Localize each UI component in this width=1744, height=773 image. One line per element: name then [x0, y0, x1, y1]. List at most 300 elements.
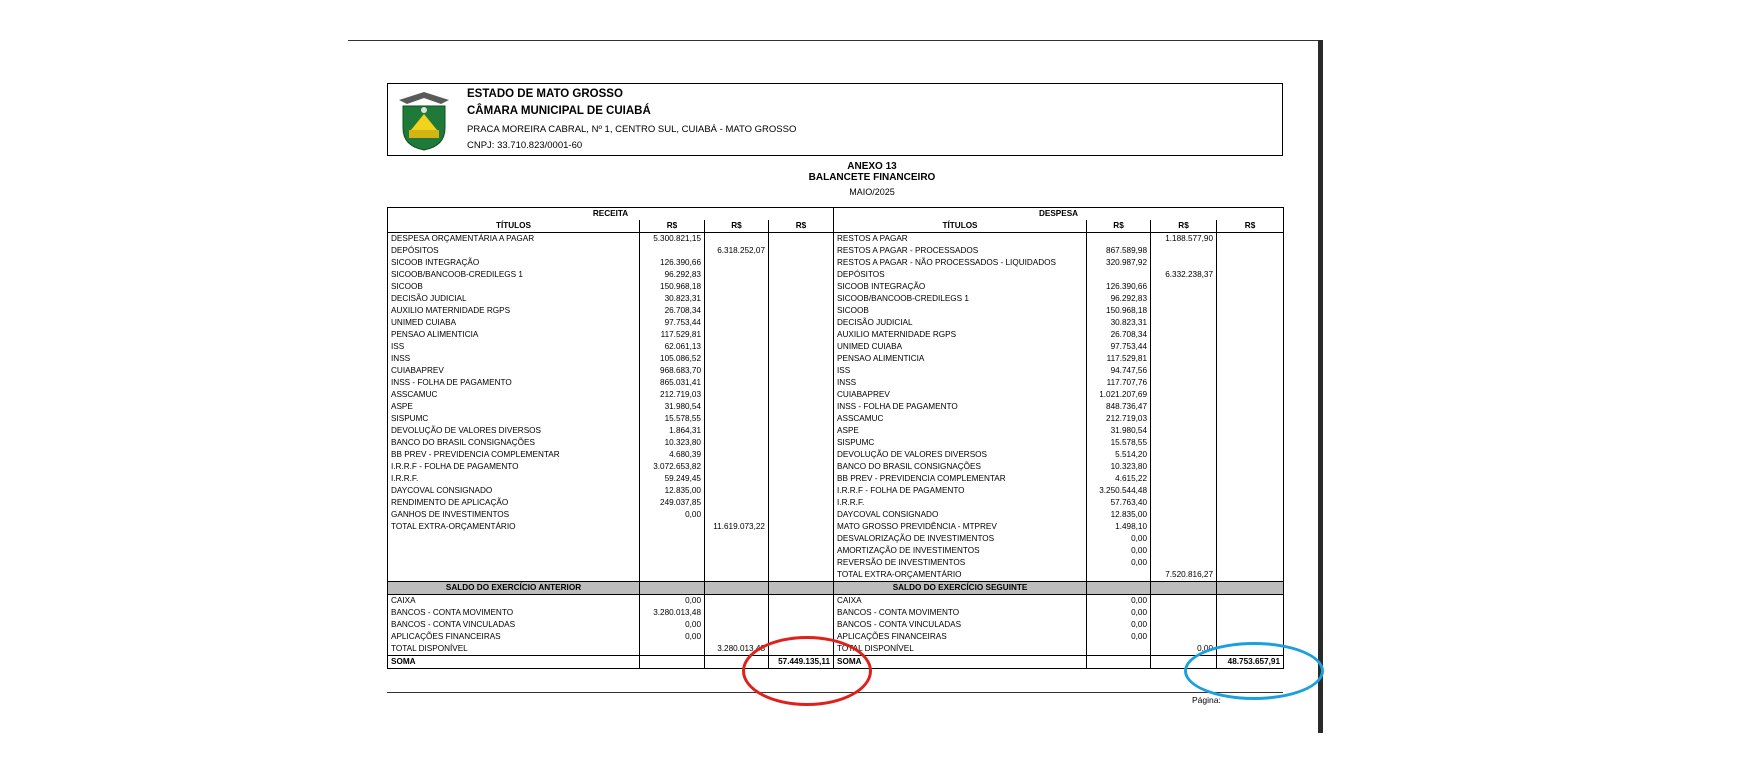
cell-title: ISS: [388, 341, 640, 353]
cell-title: BB PREV - PREVIDENCIA COMPLEMENTAR: [388, 449, 640, 461]
cell-title: TOTAL DISPONÍVEL: [834, 643, 1087, 656]
soma-label: SOMA: [834, 656, 1087, 669]
section-header-row: [388, 208, 1284, 221]
cell-title: MATO GROSSO PREVIDÊNCIA - MTPREV: [834, 521, 1087, 533]
state-name: ESTADO DE MATO GROSSO: [467, 88, 623, 100]
cell-value: [1151, 595, 1217, 608]
cell-value: 848.736,47: [1087, 401, 1151, 413]
cell-value: [1151, 533, 1217, 545]
financial-table: [387, 207, 1284, 669]
cell-title: [388, 533, 640, 545]
cell-value: [705, 607, 769, 619]
cell-value: 1.498,10: [1087, 521, 1151, 533]
cell-value: [1087, 569, 1151, 582]
table-row: [388, 389, 1284, 401]
soma-label: SOMA: [388, 656, 640, 669]
cell-value: [769, 257, 834, 269]
cell-title: TOTAL EXTRA-ORÇAMENTÁRIO: [388, 521, 640, 533]
cell-title: DAYCOVAL CONSIGNADO: [388, 485, 640, 497]
cell-value: 1.188.577,90: [1151, 233, 1217, 246]
table-row: [388, 557, 1284, 569]
cell-title: I.R.R.F - FOLHA DE PAGAMENTO: [388, 461, 640, 473]
cell-value: [1151, 377, 1217, 389]
cell-value: [1217, 595, 1284, 608]
cell-value: 212.719,03: [640, 389, 705, 401]
table-row: [388, 353, 1284, 365]
cell-value: [769, 233, 834, 246]
cell-title: INSS - FOLHA DE PAGAMENTO: [834, 401, 1087, 413]
cell-value: [1151, 521, 1217, 533]
cell-title: SICOOB INTEGRAÇÃO: [388, 257, 640, 269]
cell-value: [705, 437, 769, 449]
cell-title: BANCO DO BRASIL CONSIGNAÇÕES: [388, 437, 640, 449]
cell-value: [1151, 485, 1217, 497]
table-row: [388, 365, 1284, 377]
cell-value: [705, 281, 769, 293]
cell-title: ASPE: [834, 425, 1087, 437]
cell-value: [1151, 473, 1217, 485]
page-label: Página:: [1192, 695, 1221, 705]
cell-value: [705, 449, 769, 461]
cell-value: [1151, 317, 1217, 329]
cell-value: [705, 485, 769, 497]
cell-value: 6.332.238,37: [1151, 269, 1217, 281]
cell-title: SICOOB: [388, 281, 640, 293]
cell-title: SICOOB/BANCOOB-CREDILEGS 1: [388, 269, 640, 281]
page-top-border: [348, 40, 1323, 41]
cell-value: [640, 569, 705, 582]
cell-value: [769, 365, 834, 377]
cell-value: [705, 305, 769, 317]
cell-value: [769, 521, 834, 533]
cell-title: DEVOLUÇÃO DE VALORES DIVERSOS: [388, 425, 640, 437]
cell-value: [1217, 533, 1284, 545]
cell-value: 0,00: [1087, 619, 1151, 631]
cell-title: I.R.R.F - FOLHA DE PAGAMENTO: [834, 485, 1087, 497]
saldo-row: [388, 607, 1284, 619]
cell-value: [1217, 557, 1284, 569]
cell-value: 105.086,52: [640, 353, 705, 365]
cell-value: 12.835,00: [640, 485, 705, 497]
cell-value: [1217, 305, 1284, 317]
cell-value: 249.037,85: [640, 497, 705, 509]
cell-value: [769, 461, 834, 473]
cell-title: RESTOS A PAGAR - NÃO PROCESSADOS - LIQUIDADOS: [834, 257, 1087, 269]
col-header-rs: R$: [769, 220, 834, 233]
cell-title: RESTOS A PAGAR - PROCESSADOS: [834, 245, 1087, 257]
cell-value: [1217, 607, 1284, 619]
table-row: [388, 497, 1284, 509]
cell-value: 0,00: [640, 631, 705, 643]
cell-value: [1151, 353, 1217, 365]
cell-value: 15.578,55: [640, 413, 705, 425]
cell-value: 0,00: [1087, 545, 1151, 557]
cell-value: [705, 557, 769, 569]
cell-title: UNIMED CUIABA: [388, 317, 640, 329]
cell-value: 0,00: [1087, 557, 1151, 569]
cell-value: [769, 329, 834, 341]
col-header-rs: R$: [640, 220, 705, 233]
cell-value: [1217, 473, 1284, 485]
cell-value: [1151, 497, 1217, 509]
cell-value: [1217, 281, 1284, 293]
cell-value: [640, 521, 705, 533]
cell-value: [769, 545, 834, 557]
cell-value: 0,00: [1087, 631, 1151, 643]
cell-value: 126.390,66: [1087, 281, 1151, 293]
cell-value: [1151, 545, 1217, 557]
cell-value: [705, 329, 769, 341]
cell-title: BB PREV - PREVIDENCIA COMPLEMENTAR: [834, 473, 1087, 485]
red-highlight-circle: [742, 636, 872, 706]
cell-title: ASPE: [388, 401, 640, 413]
cell-value: [1151, 293, 1217, 305]
cell-title: AMORTIZAÇÃO DE INVESTIMENTOS: [834, 545, 1087, 557]
cell-value: [1151, 509, 1217, 521]
report-period: MAIO/2025: [849, 187, 895, 197]
cell-value: [1217, 485, 1284, 497]
cell-value: [1217, 377, 1284, 389]
cell-value: [1217, 545, 1284, 557]
cell-value: [1217, 293, 1284, 305]
cell-value: 0,00: [1087, 595, 1151, 608]
cell-value: 11.619.073,22: [705, 521, 769, 533]
cell-value: [1151, 557, 1217, 569]
cell-title: TOTAL DISPONÍVEL: [388, 643, 640, 656]
cell-title: INSS - FOLHA DE PAGAMENTO: [388, 377, 640, 389]
cell-value: [1217, 245, 1284, 257]
cell-value: 0,00: [1087, 533, 1151, 545]
cell-title: DEPÓSITOS: [388, 245, 640, 257]
cell-value: 59.249,45: [640, 473, 705, 485]
saldo-section-row: [388, 582, 1284, 595]
table-row: [388, 245, 1284, 257]
cell-value: 31.980,54: [640, 401, 705, 413]
cell-value: [1151, 413, 1217, 425]
table-row: [388, 449, 1284, 461]
cell-title: [388, 569, 640, 582]
cell-value: [1151, 607, 1217, 619]
table-row: [388, 545, 1284, 557]
table-row: [388, 269, 1284, 281]
col-header-rs: R$: [1151, 220, 1217, 233]
cell-value: [705, 365, 769, 377]
cell-value: 865.031,41: [640, 377, 705, 389]
cell-value: 150.968,18: [1087, 305, 1151, 317]
cell-value: [769, 509, 834, 521]
cell-value: 0,00: [1087, 607, 1151, 619]
cell-value: [1151, 631, 1217, 643]
cell-value: 320.987,92: [1087, 257, 1151, 269]
cell-value: [705, 317, 769, 329]
col-header-rs: R$: [1087, 220, 1151, 233]
cell-value: [705, 569, 769, 582]
cell-value: [769, 473, 834, 485]
cell-title: APLICAÇÕES FINANCEIRAS: [388, 631, 640, 643]
cell-value: [1217, 509, 1284, 521]
cell-value: [1151, 257, 1217, 269]
cell-value: 96.292,83: [640, 269, 705, 281]
cell-value: 12.835,00: [1087, 509, 1151, 521]
despesa-header: DESPESA: [834, 208, 1284, 221]
cell-title: SISPUMC: [388, 413, 640, 425]
cell-value: [769, 437, 834, 449]
cell-title: RENDIMENTO DE APLICAÇÃO: [388, 497, 640, 509]
cell-value: [705, 233, 769, 246]
cell-value: [1217, 269, 1284, 281]
cell-title: DECISÃO JUDICIAL: [834, 317, 1087, 329]
cell-title: GANHOS DE INVESTIMENTOS: [388, 509, 640, 521]
cell-value: [769, 497, 834, 509]
cell-value: 0,00: [640, 509, 705, 521]
annex-title: ANEXO 13: [847, 161, 897, 172]
cell-value: 1.021.207,69: [1087, 389, 1151, 401]
cell-value: 0,00: [640, 595, 705, 608]
soma-total: 57.449.135,11: [769, 656, 834, 669]
cell-value: [1087, 643, 1151, 656]
cell-value: [769, 317, 834, 329]
table-row: [388, 413, 1284, 425]
page-right-border: [1318, 40, 1323, 733]
cell-value: [705, 257, 769, 269]
cell-value: [705, 353, 769, 365]
cell-value: [1151, 281, 1217, 293]
cell-title: TOTAL EXTRA-ORÇAMENTÁRIO: [834, 569, 1087, 582]
cell-title: DEPÓSITOS: [834, 269, 1087, 281]
cell-title: SICOOB: [834, 305, 1087, 317]
cell-value: [705, 425, 769, 437]
cell-title: CUIABAPREV: [388, 365, 640, 377]
cell-value: [769, 619, 834, 631]
cell-title: DESVALORIZAÇÃO DE INVESTIMENTOS: [834, 533, 1087, 545]
table-row: [388, 341, 1284, 353]
cell-value: 3.250.544,48: [1087, 485, 1151, 497]
cell-value: [640, 557, 705, 569]
cell-title: ISS: [834, 365, 1087, 377]
cell-value: 10.323,80: [1087, 461, 1151, 473]
table-row: [388, 293, 1284, 305]
cell-value: [769, 595, 834, 608]
cell-title: BANCOS - CONTA VINCULADAS: [834, 619, 1087, 631]
cell-value: [705, 461, 769, 473]
table-row: [388, 509, 1284, 521]
cell-value: [1217, 353, 1284, 365]
cell-value: [1087, 656, 1151, 669]
saldo-seguinte-header: SALDO DO EXERCÍCIO SEGUINTE: [834, 582, 1087, 595]
cell-value: [769, 607, 834, 619]
cell-value: [705, 631, 769, 643]
cell-value: [769, 341, 834, 353]
cell-title: RESTOS A PAGAR: [834, 233, 1087, 246]
cell-value: [1217, 449, 1284, 461]
cell-value: [640, 533, 705, 545]
cell-value: [1151, 619, 1217, 631]
cell-title: BANCOS - CONTA MOVIMENTO: [388, 607, 640, 619]
cell-value: 126.390,66: [640, 257, 705, 269]
cell-value: [1217, 341, 1284, 353]
cell-title: CAIXA: [388, 595, 640, 608]
cell-title: REVERSÃO DE INVESTIMENTOS: [834, 557, 1087, 569]
cell-value: [769, 305, 834, 317]
saldo-row: [388, 619, 1284, 631]
cell-value: [705, 545, 769, 557]
cell-value: 117.707,76: [1087, 377, 1151, 389]
cell-value: 3.280.013,48: [705, 643, 769, 656]
cell-value: [1151, 425, 1217, 437]
table-row: [388, 425, 1284, 437]
cell-value: 6.318.252,07: [705, 245, 769, 257]
cell-value: [640, 656, 705, 669]
cell-value: 4.615,22: [1087, 473, 1151, 485]
cell-value: [1217, 437, 1284, 449]
cell-value: [1217, 619, 1284, 631]
cell-value: [705, 473, 769, 485]
cell-value: 117.529,81: [1087, 353, 1151, 365]
cell-title: DESPESA ORÇAMENTÁRIA A PAGAR: [388, 233, 640, 246]
chamber-name: CÂMARA MUNICIPAL DE CUIABÁ: [467, 105, 651, 117]
cell-value: [1151, 365, 1217, 377]
cell-value: [769, 293, 834, 305]
cell-value: [705, 595, 769, 608]
cell-value: [705, 293, 769, 305]
table-row: [388, 485, 1284, 497]
cell-title: AUXILIO MATERNIDADE RGPS: [388, 305, 640, 317]
cell-value: [1217, 497, 1284, 509]
cell-value: 3.280.013,48: [640, 607, 705, 619]
cell-value: [769, 377, 834, 389]
cell-title: INSS: [388, 353, 640, 365]
cell-title: DEVOLUÇÃO DE VALORES DIVERSOS: [834, 449, 1087, 461]
cell-title: ASSCAMUC: [834, 413, 1087, 425]
cell-value: [769, 269, 834, 281]
cell-value: [769, 533, 834, 545]
cell-value: [1151, 389, 1217, 401]
cell-title: APLICAÇÕES FINANCEIRAS: [834, 631, 1087, 643]
cell-value: 26.708,34: [1087, 329, 1151, 341]
cell-value: 0,00: [640, 619, 705, 631]
cell-value: 57.763,40: [1087, 497, 1151, 509]
cell-value: [1217, 257, 1284, 269]
cell-value: [769, 569, 834, 582]
soma-total: 48.753.657,91: [1217, 656, 1284, 669]
coat-of-arms-icon: [393, 88, 455, 152]
cell-value: 867.589,98: [1087, 245, 1151, 257]
cell-value: [705, 533, 769, 545]
cell-value: 1.864,31: [640, 425, 705, 437]
cell-value: [640, 545, 705, 557]
cell-value: [769, 485, 834, 497]
table-row: [388, 401, 1284, 413]
blue-highlight-circle: [1184, 642, 1324, 700]
receita-header: RECEITA: [388, 208, 834, 221]
cell-value: 97.753,44: [640, 317, 705, 329]
table-row: [388, 473, 1284, 485]
cell-value: [769, 413, 834, 425]
table-row: [388, 305, 1284, 317]
cell-value: [769, 281, 834, 293]
cell-title: BANCOS - CONTA VINCULADAS: [388, 619, 640, 631]
cell-title: SICOOB INTEGRAÇÃO: [834, 281, 1087, 293]
cell-value: [1087, 233, 1151, 246]
table-row: [388, 281, 1284, 293]
cell-value: [705, 401, 769, 413]
cell-title: I.R.R.F.: [388, 473, 640, 485]
cell-value: [769, 401, 834, 413]
cell-value: [1217, 317, 1284, 329]
cell-value: [769, 557, 834, 569]
cell-value: 0,00: [1151, 643, 1217, 656]
cell-value: [640, 245, 705, 257]
cell-value: [1217, 401, 1284, 413]
cell-value: [705, 619, 769, 631]
table-row: [388, 461, 1284, 473]
cell-title: [388, 557, 640, 569]
cell-value: [705, 413, 769, 425]
table-row: [388, 317, 1284, 329]
table-row: [388, 329, 1284, 341]
cell-value: [1151, 461, 1217, 473]
cell-value: [1217, 389, 1284, 401]
cell-value: [1217, 521, 1284, 533]
cell-value: [1217, 461, 1284, 473]
cell-title: DAYCOVAL CONSIGNADO: [834, 509, 1087, 521]
cell-value: 15.578,55: [1087, 437, 1151, 449]
cell-value: [1217, 425, 1284, 437]
cell-title: BANCOS - CONTA MOVIMENTO: [834, 607, 1087, 619]
col-header-titulos: TÍTULOS: [388, 220, 640, 233]
table-row: [388, 569, 1284, 582]
cell-title: AUXILIO MATERNIDADE RGPS: [834, 329, 1087, 341]
cell-value: 150.968,18: [640, 281, 705, 293]
cell-value: [1151, 341, 1217, 353]
table-row: [388, 257, 1284, 269]
cell-value: [769, 353, 834, 365]
cell-value: [1087, 269, 1151, 281]
cell-title: CUIABAPREV: [834, 389, 1087, 401]
table-row: [388, 521, 1284, 533]
cell-value: [769, 449, 834, 461]
cell-value: [1151, 449, 1217, 461]
cell-value: [769, 389, 834, 401]
cell-value: [1217, 233, 1284, 246]
cell-value: [769, 425, 834, 437]
cell-title: UNIMED CUIABA: [834, 341, 1087, 353]
cell-value: [1217, 413, 1284, 425]
cell-value: [1217, 329, 1284, 341]
cell-title: ASSCAMUC: [388, 389, 640, 401]
cell-value: 30.823,31: [1087, 317, 1151, 329]
cell-title: CAIXA: [834, 595, 1087, 608]
cell-value: 7.520.816,27: [1151, 569, 1217, 582]
cell-title: BANCO DO BRASIL CONSIGNAÇÕES: [834, 461, 1087, 473]
table-row: [388, 533, 1284, 545]
cell-value: 94.747,56: [1087, 365, 1151, 377]
cell-value: 62.061,13: [640, 341, 705, 353]
cell-value: 30.823,31: [640, 293, 705, 305]
cell-value: 3.072.653,82: [640, 461, 705, 473]
column-header-row: [388, 220, 1284, 233]
cell-value: [1217, 365, 1284, 377]
cell-value: 31.980,54: [1087, 425, 1151, 437]
col-header-rs: R$: [1217, 220, 1284, 233]
cell-value: [705, 377, 769, 389]
cell-value: 26.708,34: [640, 305, 705, 317]
cell-value: 212.719,03: [1087, 413, 1151, 425]
cell-title: DECISÃO JUDICIAL: [388, 293, 640, 305]
cell-value: [1151, 305, 1217, 317]
cell-value: 97.753,44: [1087, 341, 1151, 353]
cell-value: [640, 643, 705, 656]
